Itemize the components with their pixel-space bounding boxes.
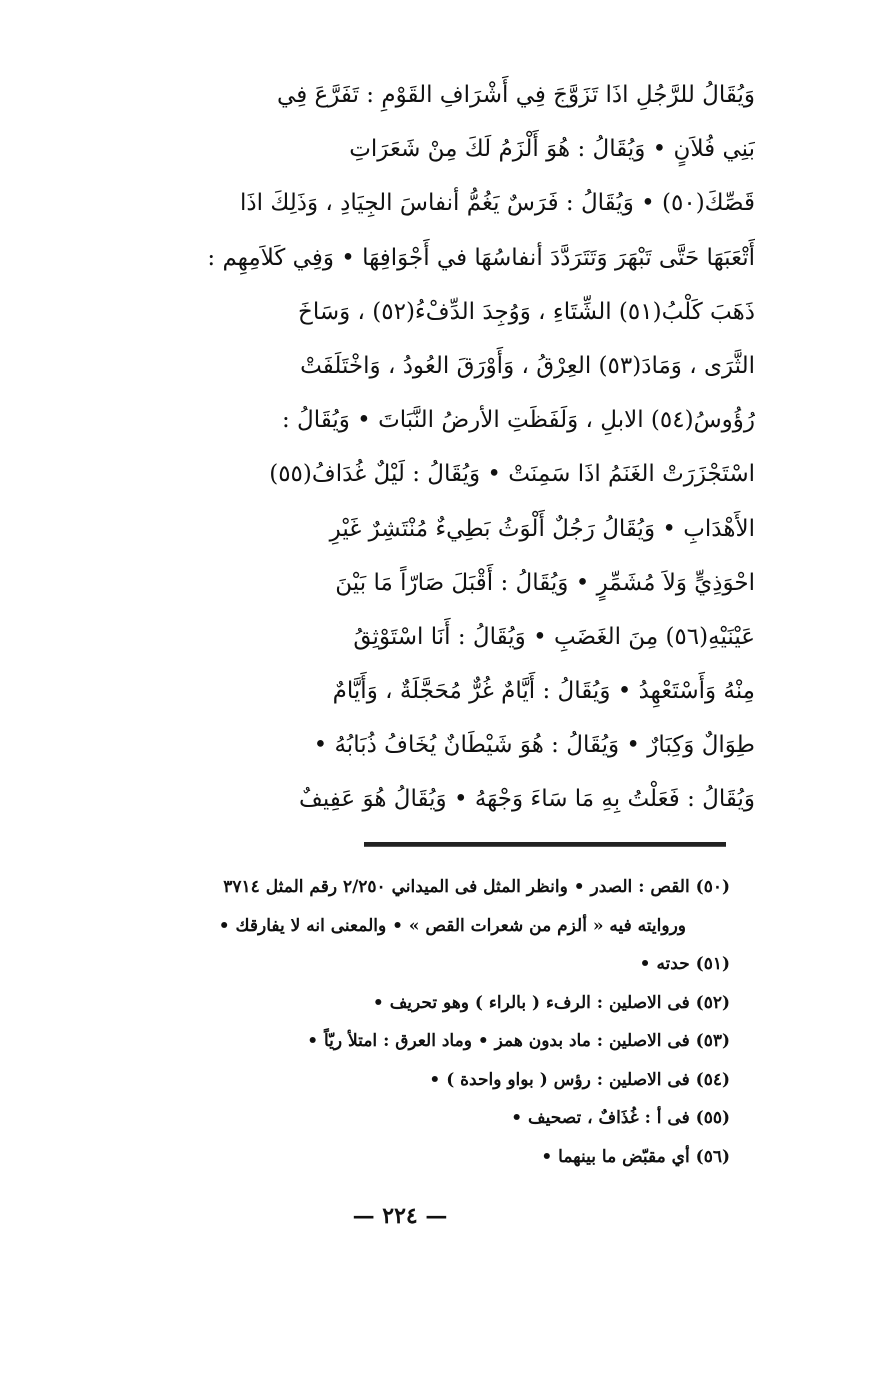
text-line: وَيُقَالُ للرَّجُلِ اذَا تَزَوَّجَ فِي أَشْرَافِ القَوْمِ : تَفَرَّعَ فِي	[277, 82, 755, 108]
text-line: اسْتَجْزَرَتْ الغَنَمُ اذَا سَمِنَتْ • وَيُقَالُ : لَيْلٌ غُدَافُ(٥٥)	[269, 461, 755, 488]
text-line: بَنِي فُلاَنٍ • وَيُقَالُ : هُوَ أَلْزَمُ لَكَ مِنْ شَعَرَاتِ	[349, 136, 755, 163]
text-line: ذَهَبَ كَلْبُ(٥١) الشِّتَاءِ ، وَوُجِدَ الدِّفْءُ(٥٢) ، وَسَاخَ	[297, 298, 755, 325]
text-line: احْوَذِيٍّ وَلاَ مُشَمِّرٍ • وَيُقَالُ : أَقْبَلَ صَارّاً مَا بَيْنَ	[335, 569, 755, 596]
text-line: قَصِّكَ(٥٠) • وَيُقَالُ : فَرَسٌ يَغُمُّ أنفاسَ الجِيَادِ ، وَذَلِكَ اذَا	[240, 190, 755, 217]
footnote-50-continuation: وروايته فيه « ألزم من شعرات القص » • والمعنى انه لا يفارقك •	[218, 915, 686, 936]
text-line: عَيْنَيْهِ(٥٦) مِنَ الغَضَبِ • وَيُقَالُ : أَنَا اسْتَوْثِقُ	[353, 623, 755, 650]
footnote-separator-rule	[364, 842, 726, 847]
footnote-51: (٥١) حدته •	[639, 954, 730, 974]
page-number: — ٢٢٤ —	[352, 1203, 448, 1229]
footnote-55: (٥٥) فى أ : غُذَافٌ ، تصحيف •	[511, 1108, 730, 1128]
footnote-56: (٥٦) أي مقبّض ما بينهما •	[541, 1146, 730, 1167]
footnote-52: (٥٢) فى الاصلين : الرفء ( بالراء ) وهو تحريف •	[372, 992, 730, 1013]
main-text-block	[95, 68, 755, 827]
text-line: رُؤُوسُ(٥٤) الابلِ ، وَلَفَظَتِ الأرضُ النَّبَاتَ • وَيُقَالُ :	[281, 407, 755, 434]
text-line: الثَّرَى ، وَمَادَ(٥٣) العِرْقُ ، وَأَوْرَقَ العُودُ ، وَاخْتَلَفَتْ	[300, 352, 755, 379]
text-line: وَيُقَالُ : فَعَلْتُ بِهِ مَا سَاءَ وَجْهَهُ • وَيُقَالُ هُوَ عَفِيفٌ	[299, 786, 755, 813]
text-line: الأَهْدَابِ • وَيُقَالُ رَجُلٌ أَلْوَثُ بَطِيءٌ مُنْتَشِرٌ غَيْرِ	[329, 515, 755, 542]
footnotes-block	[80, 868, 730, 1176]
footnote-50: (٥٠) القص : الصدر • وانظر المثل فى الميداني ٢/٢٥٠ رقم المثل ٣٧١٤	[223, 877, 730, 897]
text-line: أَتْعَبَهَا حَتَّى تَبْهَرَ وَتَتَرَدَّدَ أنفاسُهَا في أَجْوَافِهَا • وَفِي كَلاَمِهِم :	[207, 244, 755, 271]
footnote-53: (٥٣) فى الاصلين : ماد بدون همز • وماد العرق : امتلأ ريّاً •	[307, 1031, 730, 1051]
footnote-54: (٥٤) فى الاصلين : رؤس ( بواو واحدة ) •	[429, 1069, 730, 1090]
text-line: طِوَالٌ وَكِبَارٌ • وَيُقَالُ : هُوَ شَيْطَانٌ يُخَافُ ذُبَابُهُ •	[313, 732, 755, 759]
text-line: مِنْهُ وَأَسْتَعْهِدُ • وَيُقَالُ : أَيَّامٌ غُرٌّ مُحَجَّلَةٌ ، وَأَيَّامٌ	[332, 678, 755, 705]
